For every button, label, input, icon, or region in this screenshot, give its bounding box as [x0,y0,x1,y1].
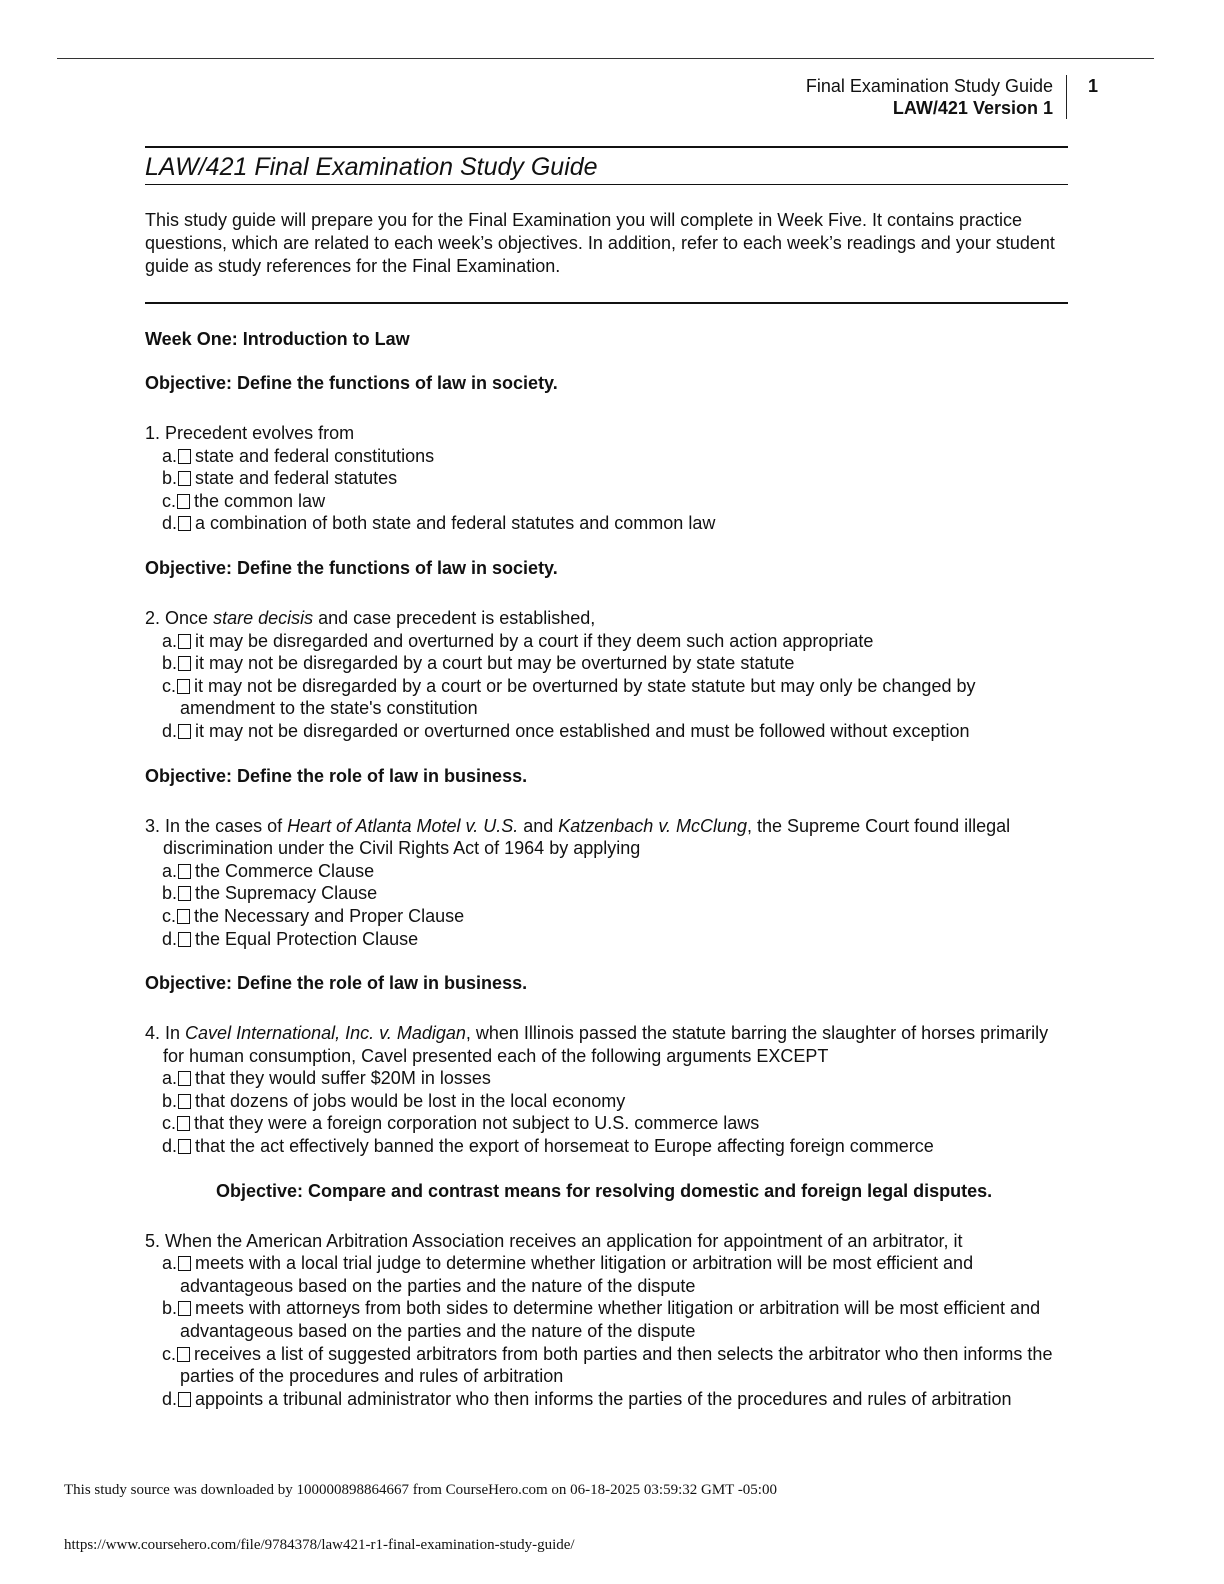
answer-option[interactable] [145,860,1068,883]
empty-checkbox-icon[interactable] [178,932,191,947]
page-number: 1 [1088,76,1099,96]
answer-option[interactable] [145,490,1068,513]
title-block [145,146,1068,185]
header-title: Final Examination Study Guide [805,76,1053,96]
option-letter: b. [162,883,178,904]
objective-heading: Objective: Compare and contrast means for resolving domestic and foreign legal disputes. [216,1180,993,1201]
option-letter: b. [162,1298,178,1319]
option-letter: d. [162,1136,178,1157]
stem-text: , when Illinois passed the statute barring the slaughter of horses primarily for human consumption, Cavel presented each of the following arguments EXCEPT [163,1023,1049,1066]
option-letter: c. [162,905,177,926]
option-letter: b. [162,653,178,674]
option-text: it may not be disregarded by a court or be overturned by state statute but may only be changed by amendment to the state's constitution [180,675,976,719]
answer-option[interactable] [145,1112,1068,1135]
option-letter: c. [162,675,177,696]
answer-option[interactable] [145,1067,1068,1090]
answer-option[interactable] [145,720,1068,743]
page-top-rule [57,58,1154,59]
empty-checkbox-icon[interactable] [178,1256,191,1271]
download-notice: This study source was downloaded by 100000898864667 from CourseHero.com on 06-18-2025 03:59:32 GMT -05:00 [64,1482,777,1498]
option-text: the Equal Protection Clause [195,928,419,949]
option-letter: d. [162,928,178,949]
objective-heading: Objective: Define the functions of law in society. [145,557,558,578]
empty-checkbox-icon[interactable] [178,1071,191,1086]
answer-option[interactable] [145,1297,1068,1342]
option-text: that they would suffer $20M in losses [195,1068,491,1089]
option-letter: a. [162,630,178,651]
empty-checkbox-icon[interactable] [178,864,191,879]
option-text: meets with attorneys from both sides to determine whether litigation or arbitration will be most efficient and advantageous based on the parties and the nature of the dispute [180,1298,1041,1342]
stem-text: Once [165,607,214,628]
question-number: 2. [145,607,161,628]
stem-text: and [518,815,559,836]
answer-option[interactable] [145,905,1068,928]
option-text: that they were a foreign corporation not subject to U.S. commerce laws [194,1113,760,1134]
option-text: appoints a tribunal administrator who then informs the parties of the procedures and rules of arbitration [195,1388,1012,1409]
question-3 [145,815,1068,951]
week-heading: Week One: Introduction to Law [145,329,410,349]
question-stem [145,607,1068,630]
case-name-italic: Heart of Atlanta Motel v. U.S. [287,815,519,836]
option-text: receives a list of suggested arbitrators from both parties and then selects the arbitrator who then informs the parties of the procedures and rules of arbitration [180,1343,1053,1387]
empty-checkbox-icon[interactable] [177,1116,190,1131]
stem-text: In [165,1023,186,1044]
answer-option[interactable] [145,652,1068,675]
option-text: the common law [194,490,326,511]
question-2 [145,607,1068,743]
question-1 [145,422,1068,535]
question-stem [145,815,1068,860]
objective-heading: Objective: Define the role of law in business. [145,765,528,786]
answer-option[interactable] [145,1090,1068,1113]
question-5 [145,1230,1068,1411]
answer-option[interactable] [145,630,1068,653]
option-text: it may not be disregarded by a court but may be overturned by state statute [195,653,795,674]
header-subtitle: LAW/421 Version 1 [892,98,1053,118]
option-text: that dozens of jobs would be lost in the local economy [195,1090,626,1111]
empty-checkbox-icon[interactable] [177,909,190,924]
source-url[interactable]: https://www.coursehero.com/file/9784378/law421-r1-final-examination-study-guide/ [64,1537,575,1553]
case-name-italic: stare decisis [213,607,314,628]
question-4 [145,1022,1068,1158]
intro-paragraph: This study guide will prepare you for the Final Examination you will complete in Week Five. It contains practice questions, which are related to each week’s objectives. In addition, refer to each week’s readings and your student guide as study references for the Final Examination. [145,210,1055,276]
question-list [145,372,1068,1410]
empty-checkbox-icon[interactable] [177,494,190,509]
option-text: a combination of both state and federal statutes and common law [195,513,716,534]
empty-checkbox-icon[interactable] [177,1347,190,1362]
option-letter: b. [162,468,178,489]
empty-checkbox-icon[interactable] [177,679,190,694]
option-text: it may be disregarded and overturned by a court if they deem such action appropriate [195,630,874,651]
question-stem [145,1022,1068,1067]
empty-checkbox-icon[interactable] [178,1301,191,1316]
question-stem [145,422,1068,445]
answer-option[interactable] [145,1388,1068,1411]
option-letter: c. [162,1343,177,1364]
document-body [145,146,1068,1410]
empty-checkbox-icon[interactable] [178,516,191,531]
empty-checkbox-icon[interactable] [178,634,191,649]
answer-option[interactable] [145,928,1068,951]
empty-checkbox-icon[interactable] [178,1094,191,1109]
empty-checkbox-icon[interactable] [178,471,191,486]
objective-heading: Objective: Define the functions of law in society. [145,373,558,393]
empty-checkbox-icon[interactable] [178,886,191,901]
option-text: the Supremacy Clause [195,883,378,904]
stem-text: and case precedent is established, [313,607,596,628]
option-text: it may not be disregarded or overturned once established and must be followed without exception [195,720,970,741]
answer-option[interactable] [145,512,1068,535]
option-letter: c. [162,1113,177,1134]
option-letter: a. [162,1253,178,1274]
option-letter: a. [162,445,178,466]
option-letter: a. [162,1068,178,1089]
running-header [806,75,1067,119]
option-text: state and federal statutes [195,468,398,489]
option-letter: a. [162,860,178,881]
question-number: 4. [145,1023,161,1044]
option-text: that the act effectively banned the export of horsemeat to Europe affecting foreign commerce [195,1136,934,1157]
empty-checkbox-icon[interactable] [178,449,191,464]
answer-option[interactable] [145,1343,1068,1388]
answer-option[interactable] [145,1135,1068,1158]
option-text: the Necessary and Proper Clause [194,905,465,926]
question-number: 3. [145,815,161,836]
option-letter: d. [162,720,178,741]
answer-option[interactable] [145,445,1068,468]
option-text: meets with a local trial judge to determine whether litigation or arbitration will be most efficient and advantageous based on the parties and the nature of the dispute [180,1253,974,1296]
answer-option[interactable] [145,1252,1068,1297]
answer-option[interactable] [145,467,1068,490]
case-name-italic: Katzenbach v. McClung [558,815,748,836]
stem-text: In the cases of [165,815,288,836]
option-letter: d. [162,513,178,534]
empty-checkbox-icon[interactable] [178,1392,191,1407]
stem-text: , the Supreme Court found illegal discrimination under the Civil Rights Act of 1964 by applying [163,815,1011,859]
option-text: state and federal constitutions [195,445,435,466]
case-name-italic: Cavel International, Inc. v. Madigan [185,1023,466,1044]
document-title: LAW/421 Final Examination Study Guide [145,153,598,181]
stem-text: When the American Arbitration Association receives an application for appointment of an arbitrator, it [165,1230,963,1251]
option-text: the Commerce Clause [195,860,375,881]
option-letter: b. [162,1090,178,1111]
empty-checkbox-icon[interactable] [178,656,191,671]
empty-checkbox-icon[interactable] [178,1139,191,1154]
objective-heading: Objective: Define the role of law in business. [145,973,528,994]
question-number: 5. [145,1230,161,1251]
question-stem [145,1230,1068,1253]
answer-option[interactable] [145,675,1068,720]
question-number: 1. [145,423,161,443]
answer-option[interactable] [145,882,1068,905]
empty-checkbox-icon[interactable] [178,724,191,739]
option-letter: c. [162,490,177,511]
section-divider [145,302,1068,304]
option-letter: d. [162,1388,178,1409]
stem-text: Precedent evolves from [165,423,355,443]
